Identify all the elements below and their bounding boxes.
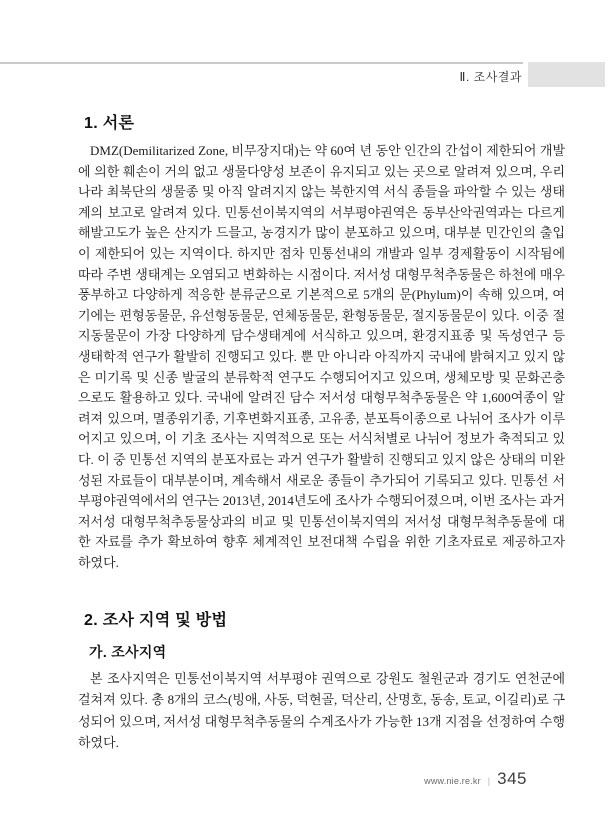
header-rule [0, 62, 523, 64]
page-footer [424, 769, 527, 789]
footer-page-number: 345 [497, 769, 527, 788]
section-2-title: 2. 조사 지역 및 방법 [84, 612, 228, 629]
section-1-paragraph: DMZ(Demilitarized Zone, 비무장지대)는 약 60여 년 동안 인간의 간섭이 제한되어 개발에 의한 훼손이 거의 없고 생물다양성 보존이 유지되고 있는 곳으로 알려져 있으며, 우리나라 최북단의 생물종 및 아직 알려지지 않는 북한지역 서식 종들을 파악할 수 있는 생태계의 보고로 알려져 있다. 민통선이북지역의 서부평야권역은 동부산악권역과는 다르게 해발고도가 높은 산지가 드믈고, 농경지가 많이 분포하고 있으며, 대부분 민간인의 출입이 제한되어 있는 지역이다. 하지만 점차 민통선내의 개발과 일부 경제활동이 시작됨에 따라 주변 생태계는 오염되고 변화하는 시점이다. 저서성 대형무척추동물은 하천에 매우 풍부하고 다양하게 적응한 분류군으로 기본적으로 5개의 문(Phylum)이 속해 있으며, 여기에는 편형동물문, 유선형동물문, 연체동물문, 환형동물문, 절지동물문이 있다. 이중 절지동물문이 가장 다양하게 담수생태계에 서식하고 있으며, 환경지표종 및 독성연구 등 생태학적 연구가 활발히 진행되고 있다. 뿐 만 아니라 아직까지 국내에 밝혀지고 있지 않은 미기록 및 신종 발굴의 분류학적 연구도 수행되어지고 있으며, 생체모방 및 문화곤충으로도 활용하고 있다. 국내에 알려진 담수 저서성 대형무척추동물은 약 1,600여종이 알려져 있으며, 멸종위기종, 기후변화지표종, 고유종, 분포특이종으로 나뉘어 조사가 이루어지고 있으며, 이 기초 조사는 지역적으로 또는 서식처별로 나뉘어 정보가 축적되고 있다. 이 중 민통선 지역의 분포자료는 과거 연구가 활발히 진행되고 있지 않은 상태의 미완성된 자료들이 대부분이며, 계속해서 새로운 종들이 추가되어 기록되고 있다. 민통선 서부평야권역에서의 연구는 2013년, 2014년도에 조사가 수행되어졌으며, 이번 조사는 과거 저서성 대형무척추동물상과의 비교 및 민통선이북지역의 저서성 대형무척추동물에 대한 자료를 추가 확보하여 향후 체계적인 보전대책 수립을 위한 기초자료로 제공하고자 하였다. [78, 143, 565, 570]
subsection-ga-title: 가. 조사지역 [89, 644, 167, 660]
chapter-tab-marker [528, 62, 605, 87]
chapter-breadcrumb: Ⅱ. 조사결과 [459, 70, 522, 84]
section-1-title: 1. 서론 [84, 115, 135, 132]
footer-separator: | [487, 776, 491, 786]
subsection-ga-paragraph: 본 조사지역은 민통선이북지역 서부평야 권역으로 강원도 철원군과 경기도 연천군에 걸쳐져 있다. 총 8개의 코스(빙애, 사동, 덕현골, 덕산리, 산명호, 동송, 토교, 이길리)로 구성되어 있으며, 저서성 대형무척추동물의 수계조사가 가능한 13개 지점을 선정하여 수행하였다. [78, 671, 565, 750]
footer-url: www.nie.re.kr [424, 776, 481, 786]
